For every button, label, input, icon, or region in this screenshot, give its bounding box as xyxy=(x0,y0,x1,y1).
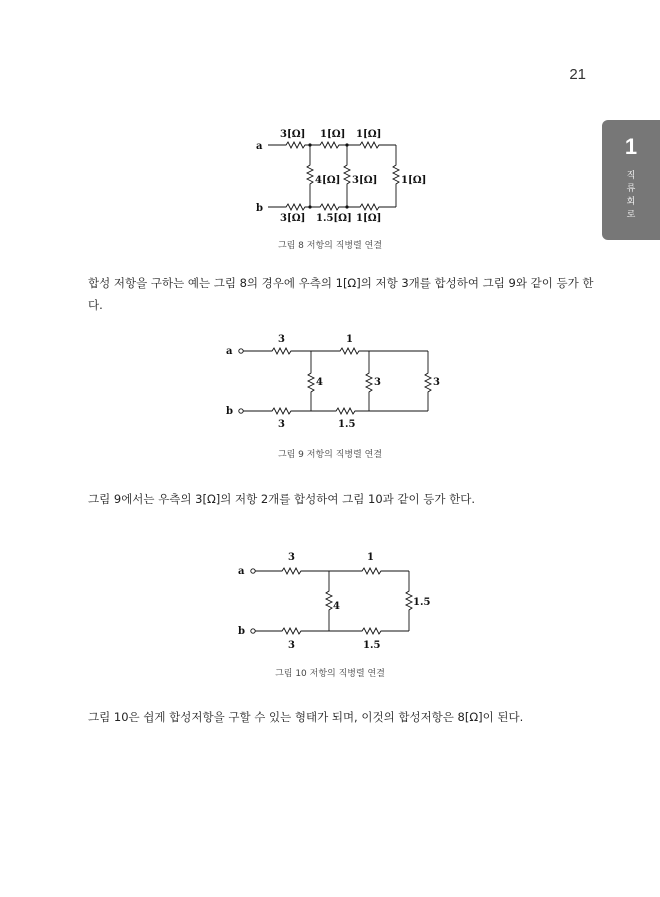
fig10-label-r-vert-mid: 4 xyxy=(333,601,340,612)
fig9-terminal-b: b xyxy=(226,406,233,417)
fig10-terminal-b: b xyxy=(238,626,245,637)
paragraph-3: 그림 10은 쉽게 합성저항을 구할 수 있는 형태가 되며, 이것의 합성저항은 8[Ω]이 된다. xyxy=(88,710,524,724)
fig10-label-r-bot-left: 3 xyxy=(288,640,295,651)
fig8-terminal-b: b xyxy=(256,203,263,214)
fig9-vertical-4 xyxy=(308,351,314,411)
fig10-vertical-4 xyxy=(326,571,332,631)
fig9-terminal-a-node xyxy=(239,349,243,353)
fig10-label-r-top-right: 1 xyxy=(367,552,374,563)
fig8-bottom-rail xyxy=(268,204,396,210)
chapter-number: 1 xyxy=(624,134,638,159)
fig8-label-r-top-right: 1[Ω] xyxy=(356,129,382,140)
figure-10-circuit xyxy=(232,548,442,652)
fig8-label-r-top-mid: 1[Ω] xyxy=(320,129,346,140)
fig8-label-r-vert-right: 1[Ω] xyxy=(401,175,427,186)
fig8-label-r-vert-mid: 4[Ω] xyxy=(315,175,341,186)
fig10-label-r-vert-right: 1.5 xyxy=(413,597,431,608)
fig8-label-r-top-left: 3[Ω] xyxy=(280,129,306,140)
fig9-label-r-vert-mid: 4 xyxy=(316,377,323,388)
fig8-vertical-3 xyxy=(344,145,350,207)
fig10-top-rail xyxy=(255,568,409,574)
fig8-top-rail xyxy=(268,142,396,148)
fig10-terminal-a-node xyxy=(251,569,255,573)
figure-8-caption: 그림 8 저항의 직병렬 연결 xyxy=(277,241,383,251)
fig10-terminal-b-node xyxy=(251,629,255,633)
fig8-label-r-bot-mid: 1.5[Ω] xyxy=(316,213,352,224)
fig10-label-r-bot-right: 1.5 xyxy=(363,640,381,651)
chapter-title: 직류회로 xyxy=(626,171,636,220)
fig8-vertical-1 xyxy=(393,145,399,207)
fig9-label-r-vert-right: 3 xyxy=(433,377,440,388)
fig9-label-r-bot-left: 3 xyxy=(278,419,285,430)
chapter-tab xyxy=(602,120,660,240)
page-number: 21 xyxy=(569,66,586,83)
fig10-bottom-rail xyxy=(255,628,409,634)
fig10-label-r-top-left: 3 xyxy=(288,552,295,563)
paragraph-2: 그림 9에서는 우측의 3[Ω]의 저항 2개를 합성하여 그림 10과 같이 등가 한다. xyxy=(88,492,476,506)
fig8-label-r-bot-right: 1[Ω] xyxy=(356,213,382,224)
fig9-label-r-top-left: 3 xyxy=(278,334,285,345)
fig9-label-r-bot-right: 1.5 xyxy=(338,419,356,430)
fig9-vertical-3-inner xyxy=(366,351,372,411)
fig9-bottom-rail xyxy=(243,408,428,414)
fig8-label-r-bot-left: 3[Ω] xyxy=(280,213,306,224)
fig8-terminal-a: a xyxy=(256,141,263,152)
fig8-vertical-4 xyxy=(307,145,313,207)
fig10-terminal-a: a xyxy=(238,566,245,577)
fig9-terminal-a: a xyxy=(226,346,233,357)
figure-8-circuit xyxy=(250,125,430,225)
fig9-label-r-top-right: 1 xyxy=(346,334,353,345)
fig9-top-rail xyxy=(243,348,428,354)
figure-9-circuit xyxy=(220,330,450,430)
fig10-vertical-1-5 xyxy=(406,571,412,631)
figure-9-caption: 그림 9 저항의 직병렬 연결 xyxy=(277,450,383,460)
fig8-label-r-vert-inner: 3[Ω] xyxy=(352,175,378,186)
fig9-vertical-3-right xyxy=(425,351,431,411)
fig9-terminal-b-node xyxy=(239,409,243,413)
fig9-label-r-vert-inner: 3 xyxy=(374,377,381,388)
figure-10-caption: 그림 10 저항의 직병렬 연결 xyxy=(275,669,385,679)
paragraph-1: 합성 저항을 구하는 예는 그림 8의 경우에 우측의 1[Ω]의 저항 3개를 합성하여 그림 9와 같이 등가 한다. xyxy=(88,276,594,312)
